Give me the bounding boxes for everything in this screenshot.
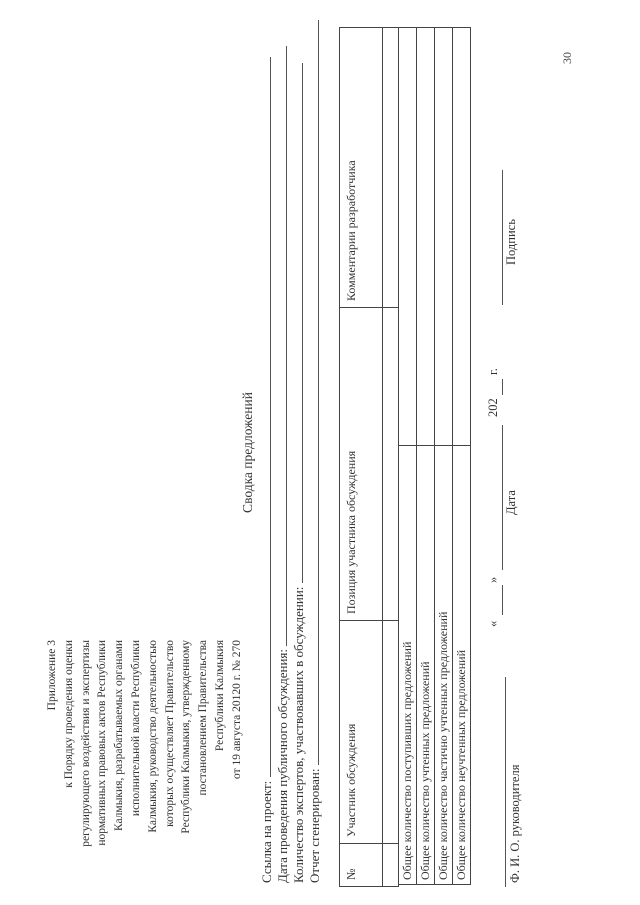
manager-name-label: Ф. И. О. руководителя — [508, 764, 522, 883]
signature-line — [502, 170, 503, 305]
signature-label: Подпись — [504, 219, 518, 265]
table-row — [383, 28, 399, 887]
project-link-line — [258, 57, 271, 777]
experts-count-line — [290, 63, 303, 583]
summary-value — [417, 28, 435, 446]
proposals-table — [339, 27, 399, 887]
year-line — [502, 379, 503, 395]
appendix-line: регулирующего воздействия и экспертизы — [79, 640, 92, 847]
appendix-line: нормативных правовых актов Республики — [96, 640, 109, 846]
appendix-line: которых осуществляет Правительство — [163, 640, 176, 827]
date-open-quote: « — [486, 620, 500, 627]
date-label: Дата — [504, 490, 518, 515]
proposals-table-header-row — [340, 28, 383, 887]
discussion-dates-label: Дата проведения публичного обсуждения: — [275, 649, 290, 883]
appendix-line: исполнительной власти Республики — [129, 640, 142, 817]
table-cell — [383, 28, 399, 308]
project-link-label: Ссылка на проект: — [259, 780, 274, 883]
name-signature-line — [505, 677, 506, 887]
summary-row — [417, 28, 435, 885]
experts-count-field — [290, 63, 307, 883]
report-generated-line — [306, 20, 319, 765]
month-line — [502, 425, 503, 570]
year-prefix: 202 — [486, 398, 500, 417]
summary-value — [453, 28, 471, 446]
report-generated-field — [306, 20, 323, 883]
summary-label: Общее количество поступивших предложений — [399, 446, 417, 885]
col-position-header: Позиция участника обсуждения — [340, 308, 383, 621]
appendix-line: Калмыкия, разрабатываемых органами — [113, 640, 126, 832]
page-number: 30 — [560, 52, 574, 64]
appendix-line: от 19 августа 20120 г. № 270 — [230, 640, 243, 780]
appendix-header — [44, 640, 246, 850]
appendix-line: постановлением Правительства — [197, 640, 210, 796]
appendix-line: Республики Калмыкия — [213, 640, 226, 752]
date-close-quote: » — [486, 576, 500, 583]
day-line — [502, 585, 503, 615]
appendix-line: Республики Калмыкия, утвержденному — [180, 640, 193, 834]
summary-value — [435, 28, 453, 446]
col-participant-header: Участник обсуждения — [340, 621, 383, 844]
year-suffix: г. — [486, 368, 500, 375]
summary-label: Общее количество учтенных предложений — [417, 446, 435, 885]
summary-row — [453, 28, 471, 885]
col-number-header: № — [340, 844, 383, 887]
table-cell — [383, 844, 399, 887]
appendix-line: Приложение 3 — [46, 640, 58, 711]
summary-row — [399, 28, 417, 885]
summary-label: Общее количество неучтенных предложений — [453, 446, 471, 885]
discussion-dates-line — [274, 46, 287, 646]
project-link-field — [258, 57, 275, 883]
document-title: Сводка предложений — [240, 392, 255, 513]
discussion-dates-field — [274, 46, 291, 883]
summary-row — [435, 28, 453, 885]
col-developer-comments-header: Комментарии разработчика — [340, 28, 383, 308]
appendix-line: к Порядку проведения оценки — [62, 640, 75, 788]
appendix-line: Калмыкия, руководство деятельностью — [146, 640, 159, 833]
summary-label: Общее количество частично учтенных предложений — [435, 446, 453, 885]
table-cell — [383, 621, 399, 844]
experts-count-label: Количество экспертов, участвовавших в обсуждении: — [291, 586, 306, 883]
summary-value — [399, 28, 417, 446]
report-generated-label: Отчет сгенерирован: — [307, 768, 322, 883]
table-cell — [383, 308, 399, 621]
summary-table — [398, 27, 471, 885]
